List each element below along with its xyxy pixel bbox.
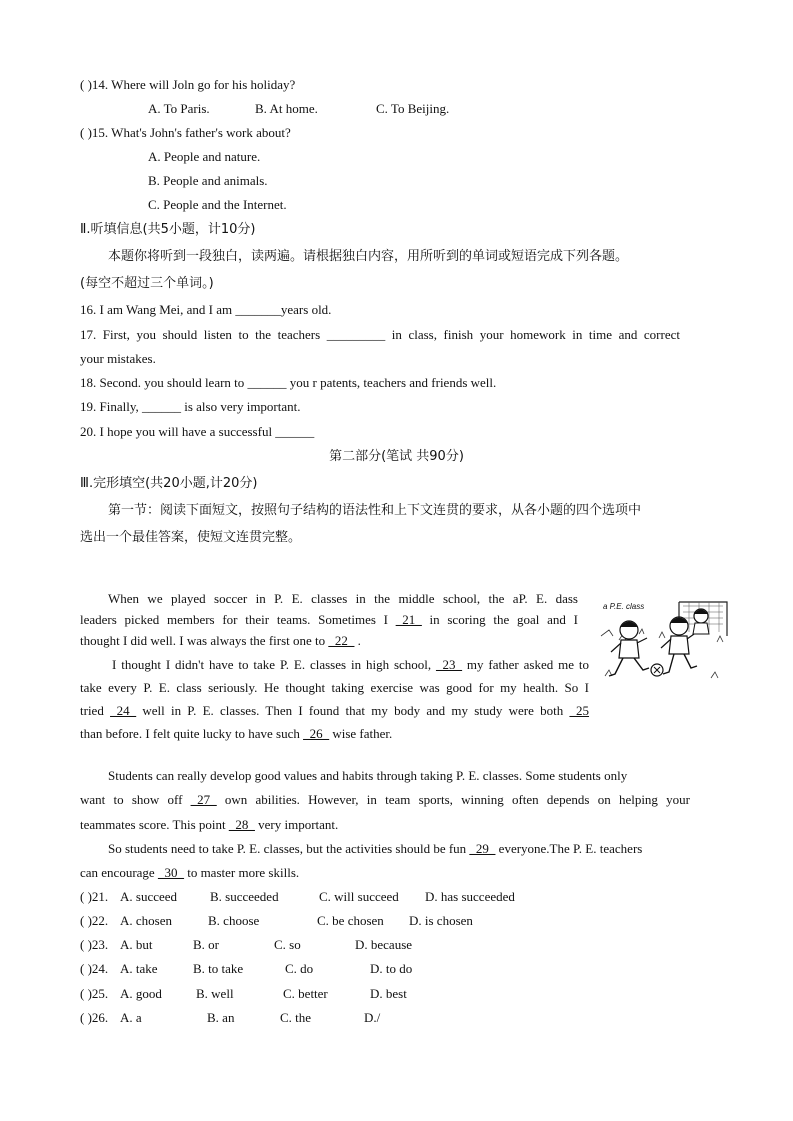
blank-26: _26_ bbox=[303, 726, 330, 741]
passage-p4-line2: can encourage _30_ to master more skills. bbox=[80, 865, 300, 880]
section-3-instruction: 第一节：阅读下面短文，按照句子结构的语法性和上下文连贯的要求，从各小题的四个选项中 bbox=[108, 503, 642, 518]
q14-option-a: A. To Paris. bbox=[148, 101, 210, 116]
section-2-instruction-cont: (每空不超过三个单词。) bbox=[80, 276, 214, 291]
choice-number: ( )25. bbox=[80, 986, 109, 1001]
choice-option-c: C. so bbox=[274, 937, 301, 952]
choice-option-c: C. will succeed bbox=[319, 889, 399, 904]
passage-p3-line3: teammates score. This point _28_ very important. bbox=[80, 817, 339, 832]
choice-option-d: D. is chosen bbox=[409, 913, 473, 928]
section-2-instruction: 本题你将听到一段独白，读两遍。请根据独白内容，用所听到的单词或短语完成下列各题。 bbox=[108, 249, 629, 264]
q15-option-a: A. People and nature. bbox=[148, 149, 261, 164]
passage-p3-line2: want to show off _27_ own abilities. However, in team sports, winning often depends on helping your bbox=[80, 792, 690, 807]
blank-23: _23_ bbox=[436, 657, 463, 672]
passage-p2-line3: tried _24_ well in P. E. classes. Then I found that my body and my study were both _25 bbox=[80, 703, 590, 718]
illustration-caption: a P.E. class bbox=[603, 602, 645, 611]
blank-22: _22_ bbox=[328, 633, 355, 648]
choice-option-b: B. well bbox=[196, 986, 234, 1001]
choice-option-c: C. the bbox=[280, 1010, 312, 1025]
choice-row-26 bbox=[80, 1010, 700, 1026]
choice-option-c: C. do bbox=[285, 961, 314, 976]
choice-number: ( )23. bbox=[80, 937, 109, 952]
choice-option-a: A. but bbox=[120, 937, 153, 952]
q14-option-b: B. At home. bbox=[255, 101, 318, 116]
q15-option-c: C. People and the Internet. bbox=[148, 197, 287, 212]
question-17-cont: your mistakes. bbox=[80, 351, 156, 366]
passage-p1-line1: When we played soccer in P. E. classes in the middle school, the aP. E. dass bbox=[108, 591, 578, 606]
choice-option-c: C. better bbox=[283, 986, 328, 1001]
choice-number: ( )26. bbox=[80, 1010, 109, 1025]
passage-p1-line3: thought I did well. I was always the first one to _22_ . bbox=[80, 633, 361, 648]
choice-option-b: B. choose bbox=[208, 913, 260, 928]
question-15-stem: ( )15. What's John's father's work about? bbox=[80, 125, 291, 140]
choice-option-d: D. has succeeded bbox=[425, 889, 515, 904]
choice-row-24 bbox=[80, 961, 700, 977]
choice-option-a: A. take bbox=[120, 961, 158, 976]
blank-30: _30_ bbox=[157, 865, 184, 880]
choice-option-a: A. a bbox=[120, 1010, 142, 1025]
q14-option-c: C. To Beijing. bbox=[376, 101, 450, 116]
question-20: 20. I hope you will have a successful ______ bbox=[80, 424, 315, 439]
section-2-heading: Ⅱ.听填信息(共5小题，计10分) bbox=[80, 222, 256, 237]
choice-row-25 bbox=[80, 986, 700, 1002]
blank-24: _24_ bbox=[110, 703, 137, 718]
choice-number: ( )24. bbox=[80, 961, 109, 976]
choice-option-d: D. because bbox=[355, 937, 413, 952]
choice-option-a: A. chosen bbox=[120, 913, 172, 928]
blank-27: _27_ bbox=[190, 792, 217, 807]
passage-p4-line1: So students need to take P. E. classes, but the activities should be fun _29_ everyone.The P. E. teachers bbox=[108, 841, 643, 856]
pe-class-illustration bbox=[599, 596, 731, 692]
choice-option-d: D./ bbox=[364, 1010, 381, 1025]
passage-p1-line2: leaders picked members for their teams. Sometimes I _21_ in scoring the goal and I bbox=[80, 612, 578, 627]
choice-option-b: B. succeeded bbox=[210, 889, 279, 904]
choices-list bbox=[80, 889, 700, 1039]
blank-21: _21_ bbox=[395, 612, 422, 627]
passage-p2-line4: than before. I felt quite lucky to have such _26_ wise father. bbox=[80, 726, 393, 741]
question-16: 16. I am Wang Mei, and I am _______years old. bbox=[80, 302, 332, 317]
section-3-heading: Ⅲ.完形填空(共20小题,计20分) bbox=[80, 476, 258, 491]
choice-row-23 bbox=[80, 937, 700, 953]
soccer-players-image bbox=[599, 596, 731, 692]
question-14-stem: ( )14. Where will Joln go for his holiday? bbox=[80, 77, 296, 92]
choice-option-a: A. succeed bbox=[120, 889, 178, 904]
blank-29: _29_ bbox=[469, 841, 496, 856]
choice-option-b: B. an bbox=[207, 1010, 235, 1025]
choice-option-c: C. be chosen bbox=[317, 913, 384, 928]
section-3-instruction-cont: 选出一个最佳答案，使短文连贯完整。 bbox=[80, 530, 302, 545]
question-17: 17. First, you should listen to the teachers _________ in class, finish your homework in time and correct bbox=[80, 327, 680, 342]
choice-row-21 bbox=[80, 889, 700, 905]
choice-option-a: A. good bbox=[120, 986, 162, 1001]
choice-number: ( )22. bbox=[80, 913, 109, 928]
passage-p2-line1: I thought I didn't have to take P. E. classes in high school, _23_ my father asked me to bbox=[112, 657, 590, 672]
blank-25: _25 bbox=[569, 703, 590, 718]
choice-number: ( )21. bbox=[80, 889, 109, 904]
choice-option-b: B. or bbox=[193, 937, 219, 952]
part-2-title: 第二部分(笔试 共90分) bbox=[329, 449, 464, 464]
passage-p2-line2: take every P. E. class seriously. He thought taking exercise was good for my health. So I bbox=[80, 680, 589, 695]
question-19: 19. Finally, ______ is also very important. bbox=[80, 399, 301, 414]
question-18: 18. Second. you should learn to ______ you r patents, teachers and friends well. bbox=[80, 375, 497, 390]
passage-p3-line1: Students can really develop good values and habits through taking P. E. classes. Some students only bbox=[108, 768, 628, 783]
choice-row-22 bbox=[80, 913, 700, 929]
choice-option-d: D. best bbox=[370, 986, 407, 1001]
choice-option-d: D. to do bbox=[370, 961, 413, 976]
q15-option-b: B. People and animals. bbox=[148, 173, 268, 188]
choice-option-b: B. to take bbox=[193, 961, 244, 976]
blank-28: _28_ bbox=[228, 817, 255, 832]
